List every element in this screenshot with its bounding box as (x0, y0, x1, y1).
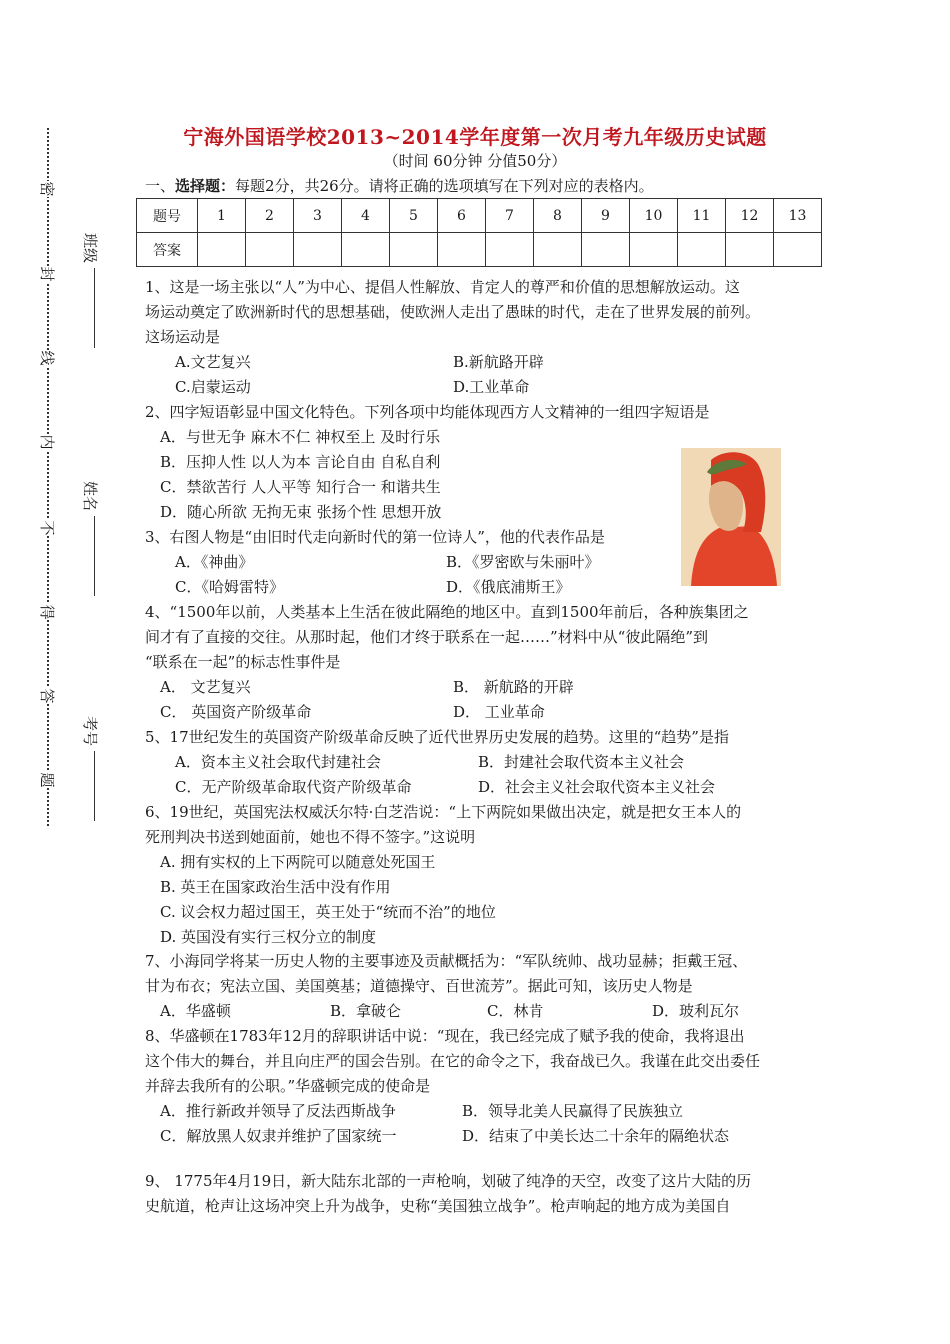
class-field-label: 班级 (81, 233, 99, 264)
question-number-cell: 6 (438, 199, 486, 233)
question-4-text: “联系在一起”的标志性事件是 (145, 653, 341, 671)
question-8-text: 这个伟大的舞台，并且向庄严的国会告别。在它的命令之下，我奋战已久。我谨在此交出委任 (145, 1052, 761, 1070)
question-8-option-a: A．推行新政并领导了反法西斯战争 (160, 1102, 396, 1120)
question-5-option-b: B．封建社会取代资本主义社会 (478, 753, 685, 771)
answer-cell[interactable] (630, 233, 678, 267)
question-1-option-c: C.启蒙运动 (175, 378, 251, 396)
question-3-option-a: A．《神曲》 (175, 553, 254, 571)
answer-cell[interactable] (678, 233, 726, 267)
question-6-option-b: B. 英王在国家政治生活中没有作用 (160, 878, 391, 896)
question-6-text: 死刑判决书送到她面前，她也不得不签字。”这说明 (145, 828, 476, 846)
binding-char: 线 (38, 350, 56, 366)
question-number-cell: 2 (246, 199, 294, 233)
question-4-text: 4、“1500年以前，人类基本上生活在彼此隔绝的地区中。直到1500年前后，各种族集团之 (145, 603, 749, 621)
section-name: 选择题： (175, 177, 236, 195)
question-3-text: 3、右图人物是“由旧时代走向新时代的第一位诗人”，他的代表作品是 (145, 528, 605, 546)
question-number-cell: 13 (774, 199, 822, 233)
question-9-text: 史航道，枪声让这场冲突上升为战争，史称“美国独立战争”。枪声响起的地方成为美国自 (145, 1197, 731, 1215)
question-8-text: 并辞去我所有的公职。”华盛顿完成的使命是 (145, 1077, 431, 1095)
question-2-option-d: D．随心所欲 无拘无束 张扬个性 思想开放 (160, 503, 442, 521)
question-9-text: 9、 1775年4月19日，新大陆东北部的一声枪响，划破了纯净的天空，改变了这片大陆的历 (145, 1172, 752, 1190)
binding-char: 封 (38, 266, 56, 282)
question-6-option-c: C. 议会权力超过国王，英王处于“统而不治”的地位 (160, 903, 496, 921)
table-header-cell: 题号 (137, 199, 198, 233)
question-2-option-b: B．压抑人性 以人为本 言论自由 自私自利 (160, 453, 441, 471)
portrait-image (681, 448, 781, 586)
question-7-option-b: B．拿破仑 (330, 1002, 402, 1020)
question-number-cell: 5 (390, 199, 438, 233)
answer-cell[interactable] (342, 233, 390, 267)
answer-cell[interactable] (198, 233, 246, 267)
question-5-option-a: A．资本主义社会取代封建社会 (175, 753, 381, 771)
section-prefix: 一、 (145, 177, 176, 195)
question-1-text: 这场运动是 (145, 328, 221, 346)
question-4-option-a: A． 文艺复兴 (160, 678, 251, 696)
name-field-label: 姓名 (81, 481, 99, 512)
binding-char: 不 (38, 520, 56, 536)
question-1-text: 场运动奠定了欧洲新时代的思想基础，使欧洲人走出了愚昧的时代，走在了世界发展的前列。 (145, 303, 761, 321)
section-heading (145, 175, 654, 196)
question-number-cell: 7 (486, 199, 534, 233)
class-field-line[interactable] (94, 268, 95, 348)
question-number-cell: 9 (582, 199, 630, 233)
question-number-cell: 4 (342, 199, 390, 233)
question-6-option-a: A. 拥有实权的上下两院可以随意处死国王 (160, 853, 436, 871)
question-1-option-d: D.工业革命 (453, 378, 530, 396)
id-field-line[interactable] (94, 751, 95, 821)
question-4-option-d: D． 工业革命 (453, 703, 545, 721)
answer-cell[interactable] (294, 233, 342, 267)
answer-cell[interactable] (486, 233, 534, 267)
name-field-line[interactable] (94, 516, 95, 596)
question-7-text: 甘为布衣；宪法立国、美国奠基；道德操守、百世流芳”。据此可知，该历史人物是 (145, 977, 693, 995)
table-header-cell: 答案 (137, 233, 198, 267)
question-number-cell: 3 (294, 199, 342, 233)
question-6-text: 6、19世纪，英国宪法权威沃尔特·白芝浩说：“上下两院如果做出决定，就是把女王本人的 (145, 803, 742, 821)
section-instruction: 每题2分，共26分。请将正确的选项填写在下列对应的表格内。 (235, 177, 654, 195)
question-number-cell: 10 (630, 199, 678, 233)
table-row (137, 199, 822, 233)
binding-char: 内 (38, 434, 56, 450)
page-title: 宁海外国语学校2013~2014学年度第一次月考九年级历史试题 (183, 125, 767, 149)
question-5-text: 5、17世纪发生的英国资产阶级革命反映了近代世界历史发展的趋势。这里的“趋势”是指 (145, 728, 729, 746)
question-number-cell: 8 (534, 199, 582, 233)
question-5-option-d: D．社会主义社会取代资本主义社会 (478, 778, 716, 796)
question-number-cell: 11 (678, 199, 726, 233)
question-3-option-c: C．《哈姆雷特》 (175, 578, 284, 596)
question-2-option-c: C．禁欲苦行 人人平等 知行合一 和谐共生 (160, 478, 441, 496)
question-8-option-c: C．解放黑人奴隶并维护了国家统一 (160, 1127, 397, 1145)
binding-dotted-line (47, 128, 49, 826)
question-number-cell: 1 (198, 199, 246, 233)
answer-cell[interactable] (774, 233, 822, 267)
question-1-option-a: A.文艺复兴 (175, 353, 251, 371)
binding-char: 题 (38, 772, 56, 788)
binding-char: 答 (38, 688, 56, 704)
table-row (137, 233, 822, 267)
page-subtitle: （时间 60分钟 分值50分） (383, 152, 567, 170)
answer-cell[interactable] (438, 233, 486, 267)
question-5-option-c: C．无产阶级革命取代资产阶级革命 (175, 778, 412, 796)
question-3-option-b: B．《罗密欧与朱丽叶》 (446, 553, 600, 571)
question-7-text: 7、小海同学将某一历史人物的主要事迹及贡献概括为：“军队统帅、战功显赫；拒戴王冠、 (145, 952, 748, 970)
question-7-option-c: C．林肯 (487, 1002, 544, 1020)
question-1-option-b: B.新航路开辟 (453, 353, 544, 371)
question-4-option-c: C． 英国资产阶级革命 (160, 703, 312, 721)
question-1-text: 1、这是一场主张以“人”为中心、提倡人性解放、肯定人的尊严和价值的思想解放运动。这 (145, 278, 740, 296)
id-field-label: 考号 (81, 716, 99, 747)
question-7-option-a: A．华盛顿 (160, 1002, 231, 1020)
binding-char: 密 (38, 181, 56, 197)
answer-cell[interactable] (534, 233, 582, 267)
question-4-text: 间才有了直接的交往。从那时起，他们才终于联系在一起……”材料中从“彼此隔绝”到 (145, 628, 709, 646)
question-3-option-d: D．《俄底浦斯王》 (446, 578, 571, 596)
question-2-option-a: A．与世无争 麻木不仁 神权至上 及时行乐 (160, 428, 441, 446)
binding-char: 得 (38, 604, 56, 620)
question-8-text: 8、华盛顿在1783年12月的辞职讲话中说：“现在，我已经完成了赋予我的使命，我将退出 (145, 1027, 745, 1045)
question-7-option-d: D．玻利瓦尔 (652, 1002, 740, 1020)
question-2-text: 2、四字短语彰显中国文化特色。下列各项中均能体现西方人文精神的一组四字短语是 (145, 403, 710, 421)
question-number-cell: 12 (726, 199, 774, 233)
answer-table (136, 198, 822, 267)
question-8-option-d: D．结束了中美长达二十余年的隔绝状态 (462, 1127, 730, 1145)
answer-cell[interactable] (390, 233, 438, 267)
answer-cell[interactable] (726, 233, 774, 267)
question-8-option-b: B．领导北美人民赢得了民族独立 (462, 1102, 684, 1120)
question-6-option-d: D. 英国没有实行三权分立的制度 (160, 928, 377, 946)
answer-cell[interactable] (246, 233, 294, 267)
answer-cell[interactable] (582, 233, 630, 267)
question-4-option-b: B． 新航路的开辟 (453, 678, 574, 696)
